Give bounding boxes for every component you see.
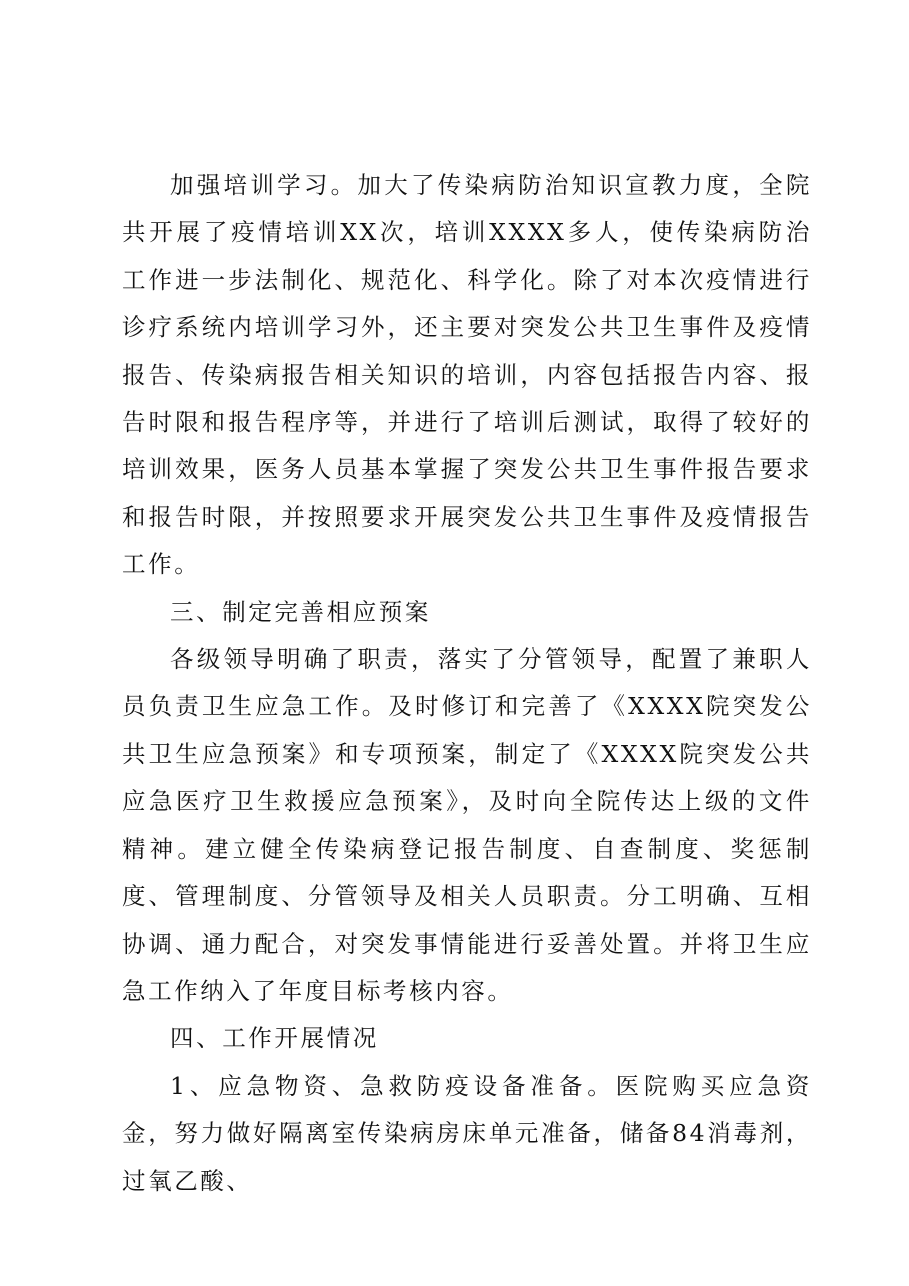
section-heading-four: 四、工作开展情况 [170, 1024, 379, 1053]
paragraph-plans: 各级领导明确了职责，落实了分管领导，配置了兼职人员负责卫生应急工作。及时修订和完善了《XXXX院突发公共卫生应急预案》和专项预案，制定了《XXXX院突发公共应急医疗卫生救援应急预案》，及时向全院传达上级的文件精神。建立健全传染病登记报告制度、自查制度、奖惩制度、管理制度、分管领导及相关人员职责。分工明确、互相协调、通力配合，对突发事情能进行妥善处置。并将卫生应急工作纳入了年度目标考核内容。 [122, 645, 812, 1005]
paragraph-training: 加强培训学习。加大了传染病防治知识宣教力度，全院共开展了疫情培训XX次，培训XXXX多人，使传染病防治工作进一步法制化、规范化、科学化。除了对本次疫情进行诊疗系统内培训学习外，还主要对突发公共卫生事件及疫情报告、传染病报告相关知识的培训，内容包括报告内容、报告时限和报告程序等，并进行了培训后测试，取得了较好的培训效果，医务人员基本掌握了突发公共卫生事件报告要求和报告时限，并按照要求开展突发公共卫生事件及疫情报告工作。 [122, 171, 812, 579]
section-heading-three: 三、制定完善相应预案 [170, 597, 431, 626]
document-body [122, 162, 812, 1205]
paragraph-supplies: 1、应急物资、急救防疫设备准备。医院购买应急资金，努力做好隔离室传染病房床单元准备，储备84消毒剂，过氧乙酸、 [122, 1071, 812, 1195]
